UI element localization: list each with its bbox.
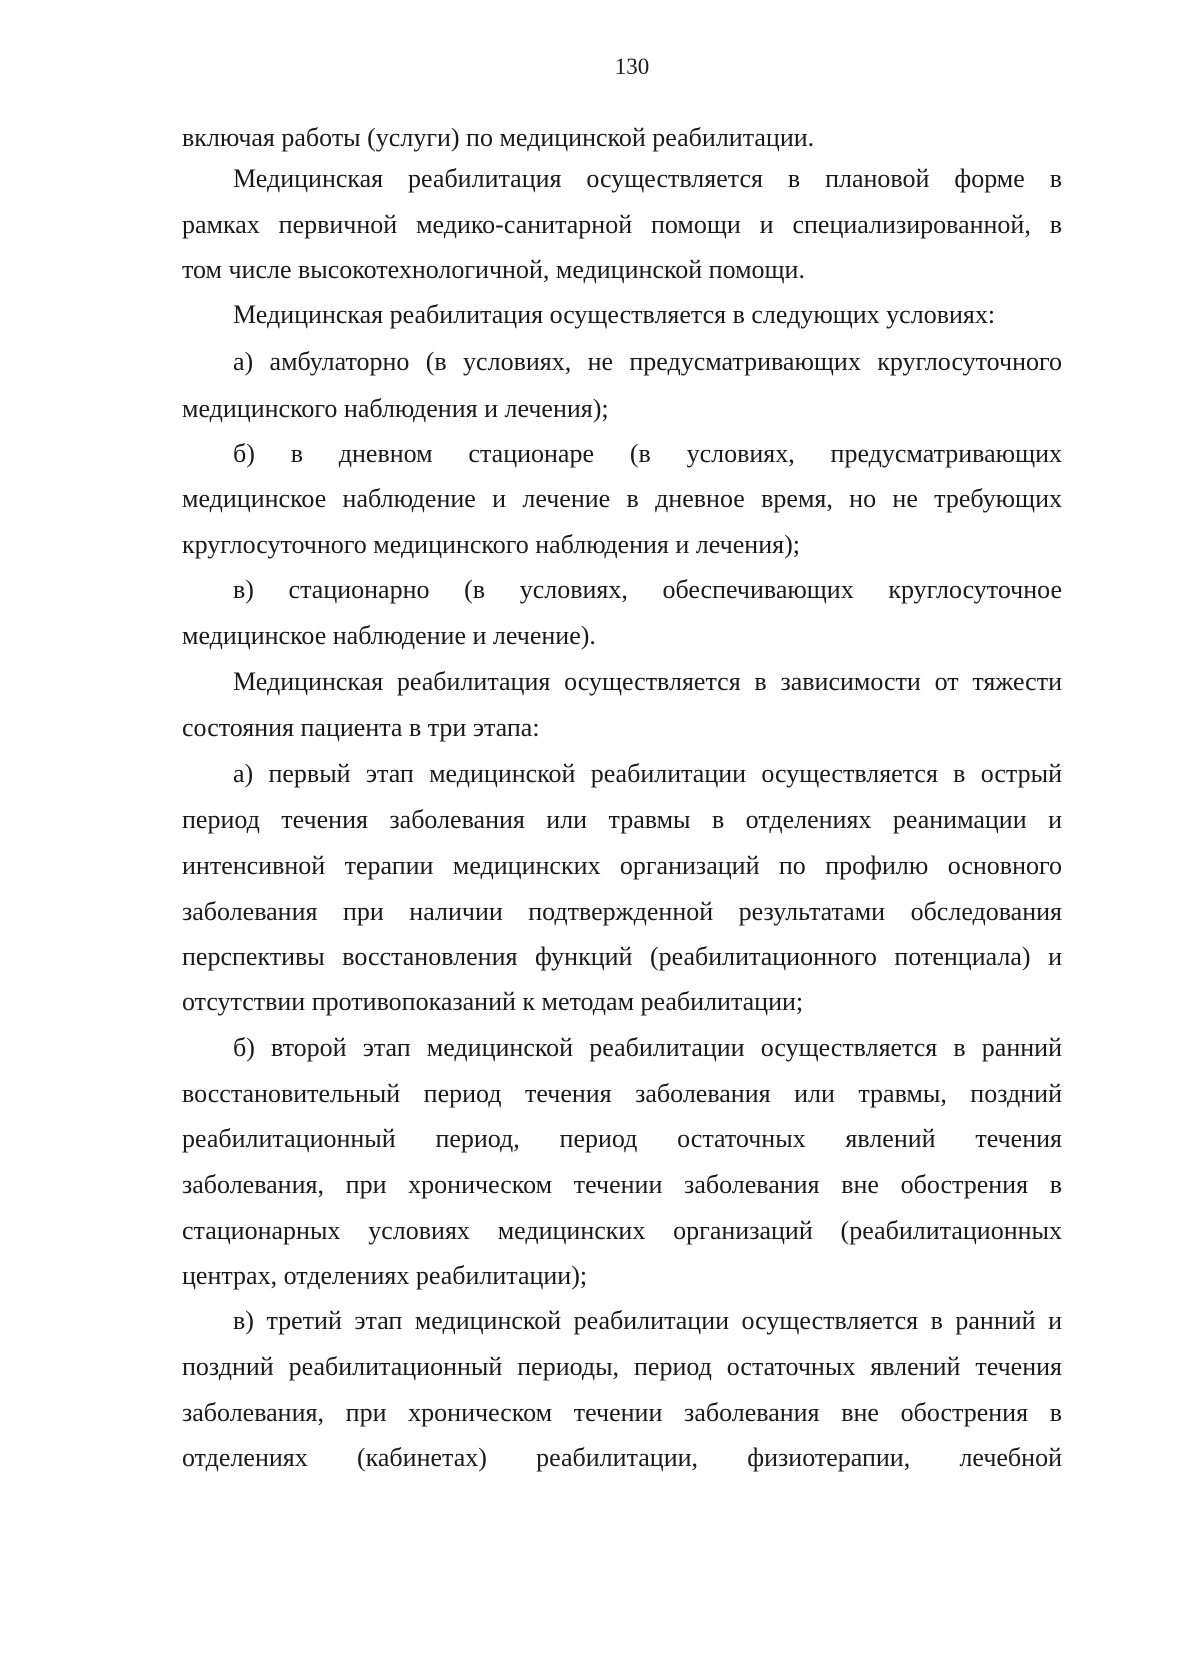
text-line: реабилитационный период, период остаточных явлений течения bbox=[182, 1124, 1062, 1153]
text-line: заболевания, при хроническом течении заболевания вне обострения в bbox=[182, 1398, 1062, 1427]
text-line: состояния пациента в три этапа: bbox=[182, 713, 540, 742]
page-number: 130 bbox=[614, 54, 650, 79]
text-line: б) второй этап медицинской реабилитации осуществляется в ранний bbox=[233, 1033, 1062, 1062]
text-line: медицинское наблюдение и лечение в дневное время, но не требующих bbox=[182, 484, 1062, 513]
text-line: период течения заболевания или травмы в отделениях реанимации и bbox=[182, 805, 1062, 834]
text-line: включая работы (услуги) по медицинской реабилитации. bbox=[182, 123, 815, 152]
text-line: а) амбулаторно (в условиях, не предусматривающих круглосуточного bbox=[233, 347, 1062, 376]
text-line: центрах, отделениях реабилитации); bbox=[182, 1261, 588, 1290]
text-line: поздний реабилитационный периоды, период остаточных явлений течения bbox=[182, 1352, 1062, 1381]
text-line: том числе высокотехнологичной, медицинской помощи. bbox=[182, 255, 805, 284]
text-line: рамках первичной медико-санитарной помощи и специализированной, в bbox=[182, 210, 1062, 239]
text-line: Медицинская реабилитация осуществляется в плановой форме в bbox=[233, 164, 1062, 193]
text-line: восстановительный период течения заболевания или травмы, поздний bbox=[182, 1079, 1062, 1108]
text-line: интенсивной терапии медицинских организаций по профилю основного bbox=[182, 851, 1062, 880]
text-line: отсутствии противопоказаний к методам реабилитации; bbox=[182, 987, 804, 1016]
text-line: в) третий этап медицинской реабилитации осуществляется в ранний и bbox=[233, 1306, 1062, 1335]
text-line: медицинского наблюдения и лечения); bbox=[182, 394, 609, 423]
text-line: стационарных условиях медицинских организаций (реабилитационных bbox=[182, 1216, 1062, 1245]
text-line: круглосуточного медицинского наблюдения и лечения); bbox=[182, 530, 800, 559]
text-line: отделениях (кабинетах) реабилитации, физиотерапии, лечебной bbox=[182, 1443, 1062, 1472]
text-line: перспективы восстановления функций (реабилитационного потенциала) и bbox=[182, 942, 1062, 971]
text-line: медицинское наблюдение и лечение). bbox=[182, 621, 596, 650]
text-line: заболевания, при хроническом течении заболевания вне обострения в bbox=[182, 1170, 1062, 1199]
text-line: Медицинская реабилитация осуществляется в следующих условиях: bbox=[233, 300, 996, 329]
text-line: б) в дневном стационаре (в условиях, предусматривающих bbox=[233, 439, 1062, 468]
text-line: заболевания при наличии подтвержденной результатами обследования bbox=[182, 897, 1062, 926]
text-line: а) первый этап медицинской реабилитации осуществляется в острый bbox=[233, 759, 1062, 788]
text-line: в) стационарно (в условиях, обеспечивающих круглосуточное bbox=[233, 575, 1062, 604]
text-line: Медицинская реабилитация осуществляется в зависимости от тяжести bbox=[233, 667, 1062, 696]
